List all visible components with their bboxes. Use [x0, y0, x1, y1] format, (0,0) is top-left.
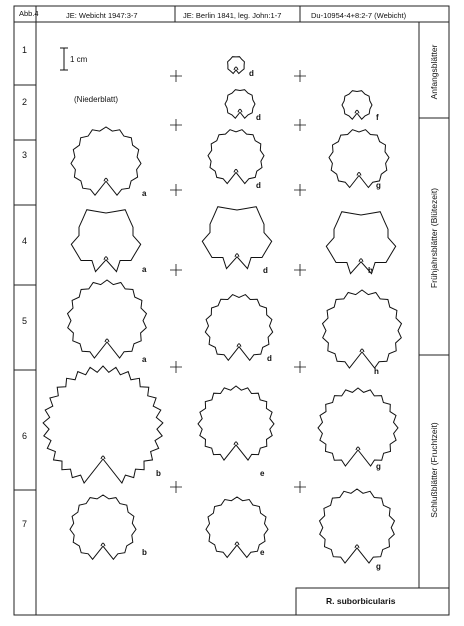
leaf-letter: a — [142, 265, 147, 274]
leaf-outline — [202, 207, 271, 269]
column-header-2: JE: Berlin 1841, leg. John:1-7 — [183, 11, 282, 20]
leaf-outlines — [43, 57, 401, 563]
species-name: R. suborbicularis — [326, 596, 396, 606]
leaf-outline — [70, 495, 136, 559]
category-label-schluss: Schlußblätter (Fruchtzeit) — [428, 422, 439, 518]
leaf-letter: h — [368, 266, 373, 275]
category-label-anfang: Anfangsblätter — [428, 44, 439, 100]
row-number-2: 2 — [22, 97, 28, 107]
leaf-outline — [68, 280, 147, 358]
leaf-letter: d — [249, 69, 254, 78]
column-header-1: JE: Webicht 1947:3-7 — [66, 11, 138, 20]
leaf-letter: d — [267, 354, 272, 363]
leaf-letter: g — [376, 181, 381, 190]
scale-bar — [60, 48, 68, 70]
leaf-letter: a — [142, 189, 147, 198]
leaf-letter: d — [263, 266, 268, 275]
row-dividers — [14, 85, 36, 490]
category-label-fruehjahr: Frühjahrsblätter (Blütezeit) — [428, 187, 439, 289]
figure-label: Abb.4 — [19, 9, 39, 18]
leaf-outline — [320, 489, 395, 563]
leaf-outline — [318, 388, 398, 466]
leaf-letter: f — [376, 113, 379, 122]
registration-marks — [170, 70, 306, 493]
leaf-outline — [198, 386, 274, 460]
row-number-1: 1 — [22, 45, 28, 55]
leaf-outline — [208, 130, 264, 184]
leaf-letter: g — [376, 462, 381, 471]
scale-label: 1 cm — [70, 55, 88, 64]
leaf-letter: a — [142, 355, 147, 364]
row-number-3: 3 — [22, 150, 28, 160]
column-header-3: Du-10954-4+8:2-7 (Webicht) — [311, 11, 407, 20]
leaf-letter: e — [260, 469, 265, 478]
leaf-outline — [228, 57, 245, 74]
row-number-4: 4 — [22, 236, 28, 246]
leaf-outline — [326, 212, 395, 274]
leaf-letter: b — [156, 469, 161, 478]
row-number-7: 7 — [22, 519, 28, 529]
leaf-outline — [43, 366, 163, 483]
leaf-letter: h — [374, 367, 379, 376]
leaf-outline — [225, 90, 255, 119]
leaf-outline — [71, 127, 141, 195]
leaf-outline — [206, 497, 268, 557]
leaf-letter: g — [376, 562, 381, 571]
leaf-letter: e — [260, 548, 265, 557]
leaf-outline — [342, 91, 372, 120]
niederblatt-label: (Niederblatt) — [74, 95, 119, 104]
leaf-outline — [323, 290, 402, 368]
row-number-6: 6 — [22, 431, 28, 441]
row-number-5: 5 — [22, 316, 28, 326]
leaf-outline — [205, 295, 272, 361]
leaf-letter: d — [256, 181, 261, 190]
leaf-letter: b — [142, 548, 147, 557]
leaf-outline — [71, 210, 140, 272]
leaf-letter: d — [256, 113, 261, 122]
leaf-outline — [329, 130, 389, 188]
